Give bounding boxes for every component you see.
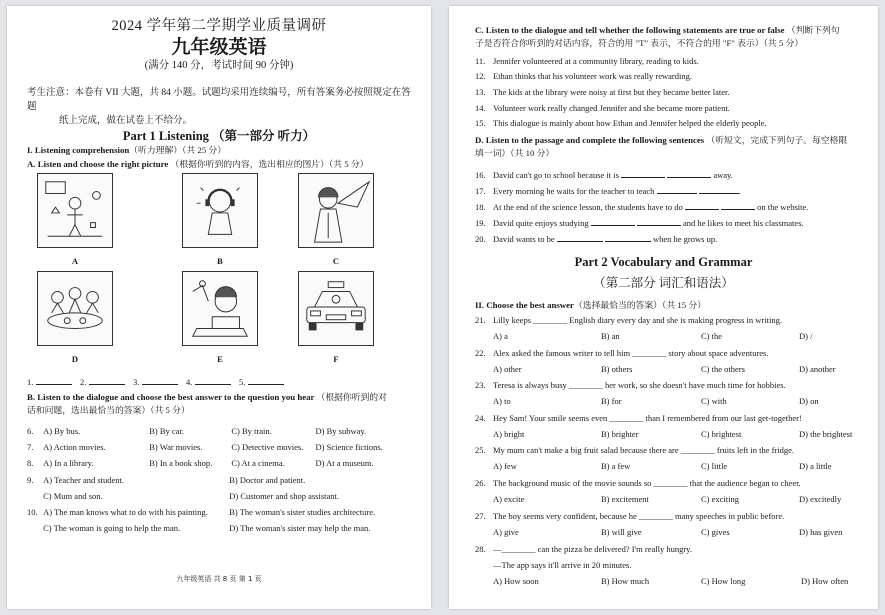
q25-option-b[interactable]: B) a few — [601, 461, 631, 472]
q27-option-b[interactable]: B) will give — [601, 526, 642, 537]
girl-headphones-picture-icon — [183, 174, 257, 247]
q27-option-a[interactable]: A) give — [493, 526, 519, 537]
section-d-heading: D. Listen to the passage and complete the following sentences （听短文，完成下列句子。每空格限 填一词）（共 10 分） — [475, 135, 848, 158]
statement-11: 11. Jennifer volunteered at a community library, reading to kids. — [475, 56, 699, 66]
picture-c — [298, 173, 374, 248]
q23-option-a[interactable]: A) to — [493, 396, 511, 407]
question-24: 24. Hey Sam! Your smile seems even ________ than I remembered from our last get-together! — [475, 412, 802, 423]
section-a-heading: A. Listen and choose the right picture （根据你听到的内容，选出相应的图片）（共 5 分） — [27, 159, 369, 169]
q28-option-c[interactable]: C) How long — [701, 576, 746, 586]
picture-a — [37, 173, 113, 248]
part1-title: Part 1 Listening （第一部分 听力） — [122, 129, 316, 143]
q28-option-b[interactable]: B) How much — [601, 576, 650, 586]
statement-13: 13. The kids at the library were noisy at first but they became better later. — [475, 87, 730, 97]
sentence-20: 20. David wants to be when he grows up. — [475, 234, 718, 244]
family-dinner-picture-icon — [38, 272, 112, 345]
q22-option-d[interactable]: D) another — [799, 363, 836, 374]
q25-option-c[interactable]: C) little — [701, 461, 728, 472]
q24-option-a[interactable]: A) bright — [493, 428, 525, 439]
answer-blank[interactable] — [36, 375, 72, 385]
page-1-footer: 九年级英语 共 8 页 第 1 页 — [176, 575, 262, 583]
q24-option-b[interactable]: B) brighter — [601, 428, 639, 439]
question-27: 27. The boy seems very confident, because he ________ many speeches in public before. — [475, 510, 785, 521]
question-28: 28. —________ can the pizza be delivered? I'm really hungry. — [475, 544, 693, 554]
q22-option-a[interactable]: A) other — [493, 363, 522, 374]
fill-blank[interactable] — [637, 216, 681, 226]
q22-option-b[interactable]: B) others — [601, 363, 633, 374]
q21-option-b[interactable]: B) an — [601, 331, 620, 341]
question-9: 9. A) Teacher and student. B) Doctor and patient. — [27, 475, 306, 485]
q28-option-d[interactable]: D) How often — [801, 576, 849, 586]
q24-option-c[interactable]: C) brightest — [701, 428, 742, 439]
sentence-18: 18. At the end of the science lesson, the students have to do on the website. — [475, 202, 809, 212]
question-22: 22. Alex asked the famous writer to tell him ________ story about space adventures. — [475, 347, 769, 358]
picture-e-label: E — [217, 354, 223, 364]
fill-blank[interactable] — [685, 200, 719, 210]
question-28-reply: —The app says it'll arrive in 20 minutes. — [493, 560, 632, 570]
statement-15: 15. This dialogue is mainly about how Ethan and Jennifer helped the elderly people. — [475, 118, 767, 128]
section-1-heading: I. Listening comprehension（听力理解）（共 25 分） — [27, 145, 227, 155]
fill-blank[interactable] — [667, 168, 711, 178]
exam-score-time: (满分 140 分，考试时间 90 分钟) — [144, 60, 294, 71]
fill-blank[interactable] — [657, 184, 697, 194]
sentence-17: 17. Every morning he waits for the teacher to teach . — [475, 186, 741, 196]
question-21: 21. Lilly keeps ________ English diary every day and she is making progress in writing. — [475, 315, 782, 325]
boy-studying-picture-icon — [183, 272, 257, 345]
section-c-heading: C. Listen to the dialogue and tell whether the following statements are true or false （判断下列句 子是否符合你听到的对话内容，符合的用 "T" 表示，不符合的用 "F" 表示）（共 5 分） — [475, 25, 840, 48]
exam-notice: 考生注意：本卷有 VII 大题，共 84 小题。试题均采用连续编号，所有答案务必按照规定在答题 纸上完成，做在试卷上不给分。 — [27, 88, 411, 126]
sentence-16: 16. David can't go to school because it is away. — [475, 170, 733, 180]
exam-term-title: 2024 学年第二学期学业质量调研 — [111, 18, 327, 34]
fill-blank[interactable] — [721, 200, 755, 210]
q21-option-d[interactable]: D) / — [799, 331, 813, 341]
section-b-heading: B. Listen to the dialogue and choose the best answer to the question you hear （根据你听到的对 话和问题，选出最恰当的答案）（共 5 分） — [27, 392, 387, 415]
q25-option-d[interactable]: D) a little — [799, 461, 832, 472]
picture-d — [37, 271, 113, 346]
q23-option-d[interactable]: D) on — [799, 396, 819, 407]
kids-playing-picture-icon — [38, 174, 112, 247]
q23-option-b[interactable]: B) for — [601, 396, 622, 407]
q26-option-b[interactable]: B) excitement — [601, 494, 649, 504]
fill-blank[interactable] — [557, 232, 603, 242]
picture-f — [298, 271, 374, 346]
picture-e — [182, 271, 258, 346]
sentence-19: 19. David quite enjoys studying and he likes to meet his classmates. — [475, 218, 804, 228]
part2-cn-title: （第二部分 词汇和语法） — [593, 276, 734, 290]
question-9-options-cd: C) Mum and son. D) Customer and shop assistant. — [43, 491, 340, 501]
picture-f-label: F — [333, 354, 339, 364]
question-6: 6. A) By bus. B) By car. C) By train. D) By subway. — [27, 426, 367, 436]
q24-option-d[interactable]: D) the brightest — [799, 428, 853, 439]
question-23: 23. Teresa is always busy ________ her work, so she doesn't have much time for hobbies. — [475, 380, 786, 391]
pilot-jet-picture-icon — [299, 174, 373, 247]
q21-option-a[interactable]: A) a — [493, 331, 508, 341]
answer-blank[interactable] — [195, 375, 231, 385]
q21-option-c[interactable]: C) the — [701, 331, 723, 341]
picture-c-label: C — [332, 256, 340, 266]
question-7: 7. A) Action movies. B) War movies. C) Detective movies. D) Science fictions. — [27, 442, 383, 452]
q26-option-d[interactable]: D) excitedly — [799, 494, 842, 504]
q26-option-a[interactable]: A) excite — [493, 494, 525, 504]
answer-blank[interactable] — [142, 375, 178, 385]
part2-title: Part 2 Vocabulary and Grammar — [574, 255, 753, 269]
q26-option-c[interactable]: C) exciting — [701, 494, 740, 504]
section-2-heading: II. Choose the best answer（选择最恰当的答案）（共 15 分） — [475, 300, 706, 310]
question-8: 8. A) In a library. B) In a book shop. C) At a cinema. D) At a museum. — [27, 458, 374, 468]
statement-14: 14. Volunteer work really changed Jennifer and she became more patient. — [475, 103, 730, 113]
exam-grade-title: 九年级英语 — [171, 36, 267, 58]
q22-option-c[interactable]: C) the others — [701, 363, 745, 374]
picture-b — [182, 173, 258, 248]
answer-blank[interactable] — [248, 375, 284, 385]
question-25: 25. My mum can't make a big fruit salad because there are ________ fruits left in the fridge. — [475, 445, 795, 456]
fill-blank[interactable] — [699, 184, 739, 194]
statement-12: 12. Ethan thinks that his volunteer work was really rewarding. — [475, 71, 692, 81]
q23-option-c[interactable]: C) with — [701, 396, 727, 407]
q27-option-c[interactable]: C) gives — [701, 526, 730, 537]
question-10: 10. A) The man knows what to do with his painting. B) The woman's sister studies architecture. — [27, 507, 376, 517]
q25-option-a[interactable]: A) few — [493, 461, 517, 472]
picture-a-label: A — [71, 256, 79, 266]
question-26: 26. The background music of the movie sounds so ________ that the audience began to cheer. — [475, 478, 801, 488]
exam-page-1 — [7, 6, 431, 609]
answer-blanks-1-5: 1. 2. 3. 4. 5. — [27, 375, 284, 387]
fill-blank[interactable] — [591, 216, 635, 226]
answer-blank[interactable] — [89, 375, 125, 385]
q28-option-a[interactable]: A) How soon — [493, 576, 539, 586]
picture-d-label: D — [71, 354, 79, 364]
fill-blank[interactable] — [621, 168, 665, 178]
picture-b-label: B — [217, 256, 223, 266]
question-10-options-cd: C) The woman is going to help the man. D) The woman's sister may help the man. — [43, 523, 371, 533]
taxi-car-picture-icon — [299, 272, 373, 345]
q27-option-d[interactable]: D) has given — [799, 526, 843, 537]
exam-page-2 — [449, 6, 878, 609]
fill-blank[interactable] — [605, 232, 651, 242]
